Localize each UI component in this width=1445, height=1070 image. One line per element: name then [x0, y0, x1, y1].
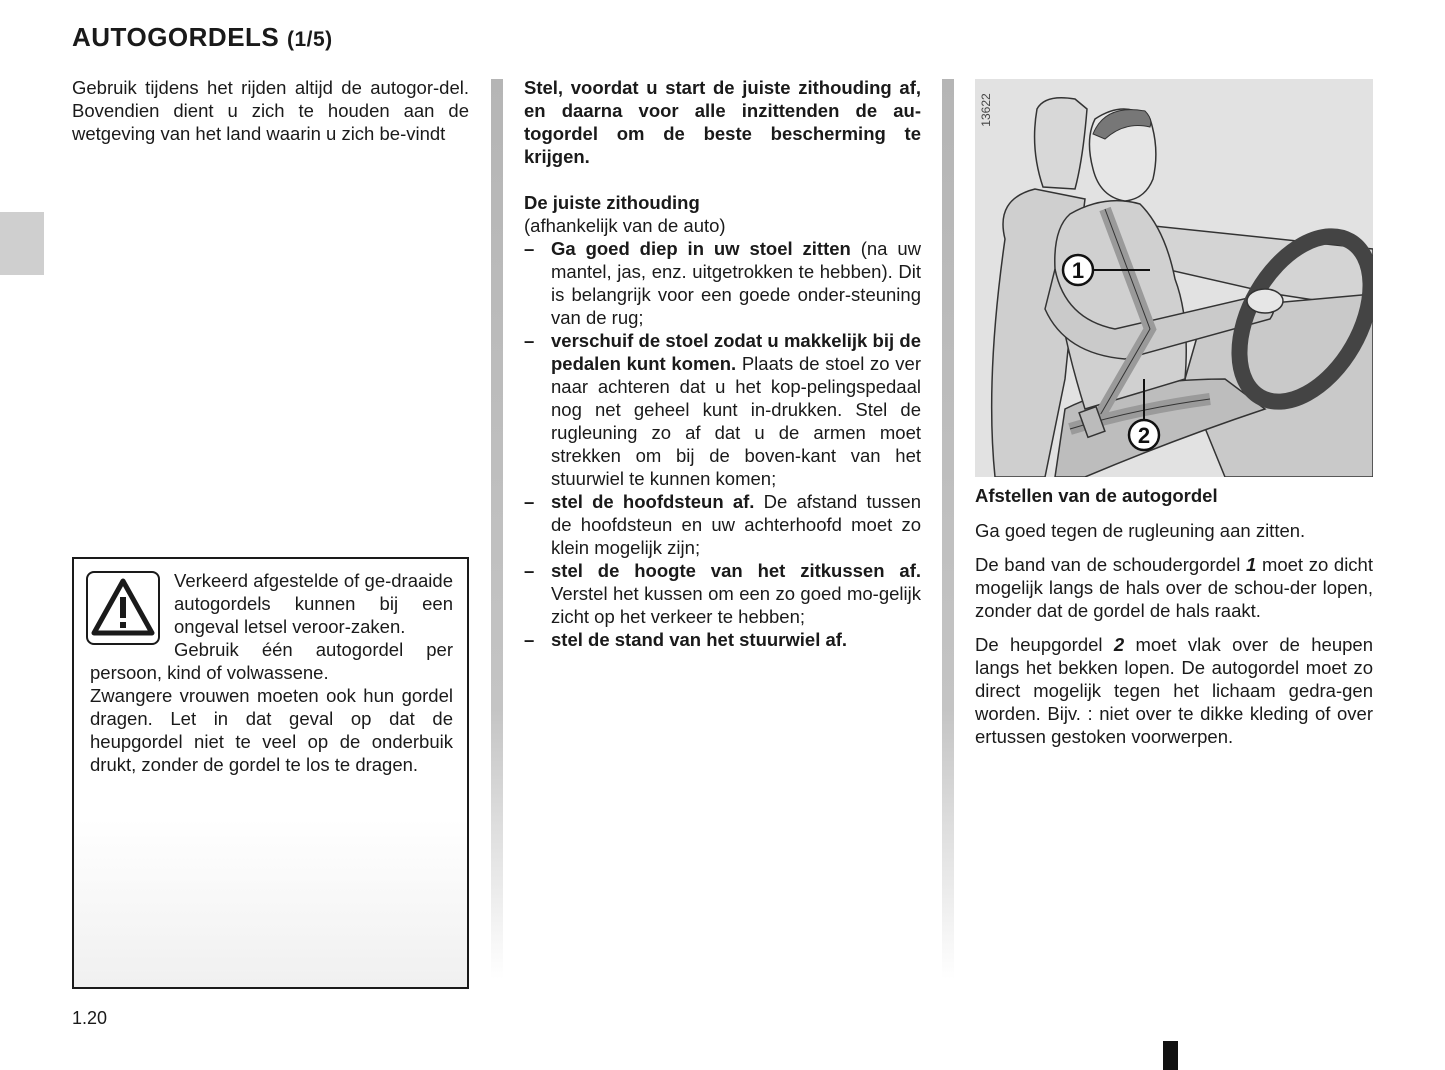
- intro-paragraph: Gebruik tijdens het rijden altijd de autogor-del. Bovendien dient u zich te houden aan de wetgeving van het land waarin u zich be-vindt: [72, 77, 469, 144]
- column-divider: [942, 79, 954, 979]
- warning-paragraph: Zwangere vrouwen moeten ook hun gordel dragen. Let in dat geval op dat de heupgordel niet te veel op de onderbuik drukt, zonder de gordel te los te dragen.: [90, 685, 453, 775]
- warning-paragraph: Gebruik één autogordel per persoon, kind of volwassene.: [90, 639, 453, 683]
- list-item: – stel de hoofdsteun af. De afstand tussen de hoofdsteun en uw achterhoofd moet zo klein mogelijk zijn;: [524, 490, 921, 559]
- title-part: (1/5): [287, 28, 333, 51]
- page-number: 1.20: [72, 1008, 108, 1028]
- title-text: AUTOGORDELS: [72, 22, 280, 52]
- seating-instructions: [524, 76, 921, 651]
- warning-paragraph: Verkeerd afgestelde of ge-draaide autogordels kunnen bij een ongeval letsel veroor-zaken.: [174, 570, 453, 637]
- seatbelt-illustration: [975, 79, 1373, 477]
- callout-2: 2: [1137, 423, 1151, 448]
- adjustment-paragraph: De heupgordel 2 moet vlak over de heupen langs het bekken lopen. De autogordel moet zo direct mogelijk tegen het lichaam gedra-gen worden. Bijv. : niet over te dikke kleding of over ertussen gestoken voorwerpen.: [975, 634, 1373, 747]
- list-item: – stel de stand van het stuurwiel af.: [524, 628, 921, 651]
- instructions-intro: Stel, voordat u start de juiste zithouding af, en daarna voor alle inzittenden de au-togordel om de beste bescherming te krijgen.: [524, 77, 921, 167]
- list-item: – Ga goed diep in uw stoel zitten (na uw mantel, jas, enz. uitgetrokken te hebben). Dit is belangrijk voor een goede onder-steuning van de rug;: [524, 237, 921, 329]
- warning-box: [72, 557, 469, 989]
- belt-adjustment: [975, 484, 1373, 759]
- page-title: [72, 22, 333, 53]
- adjustment-paragraph: Ga goed tegen de rugleuning aan zitten.: [975, 520, 1306, 541]
- section-subheading: De juiste zithouding: [524, 192, 700, 213]
- section-tab-marker: [0, 212, 44, 275]
- warning-text: [90, 569, 453, 776]
- adjustment-paragraph: De band van de schoudergordel 1 moet zo dicht mogelijk langs de hals over de schou-der lopen, zonder dat de gordel de hals raakt.: [975, 554, 1373, 621]
- column-divider: [491, 79, 503, 979]
- instruction-list: [524, 237, 921, 651]
- list-item: – stel de hoogte van het zitkussen af. Verstel het kussen om een zo goed mo-gelijk zicht op het verkeer te hebben;: [524, 559, 921, 628]
- figure-code: 13622: [979, 93, 993, 127]
- section-subheading: Afstellen van de autogordel: [975, 485, 1218, 506]
- section-note: (afhankelijk van de auto): [524, 215, 726, 236]
- list-item: – verschuif de stoel zodat u makkelijk bij de pedalen kunt komen. Plaats de stoel zo ver naar achteren dat u het kop-pelingspedaal nog net geheel kunt in-drukken. Stel de rugleuning zo af dat u de armen moet strekken om bij de boven-kant van het stuurwiel te kunnen komen;: [524, 329, 921, 490]
- callout-1: 1: [1071, 258, 1085, 283]
- page-corner-mark: [1163, 1041, 1178, 1070]
